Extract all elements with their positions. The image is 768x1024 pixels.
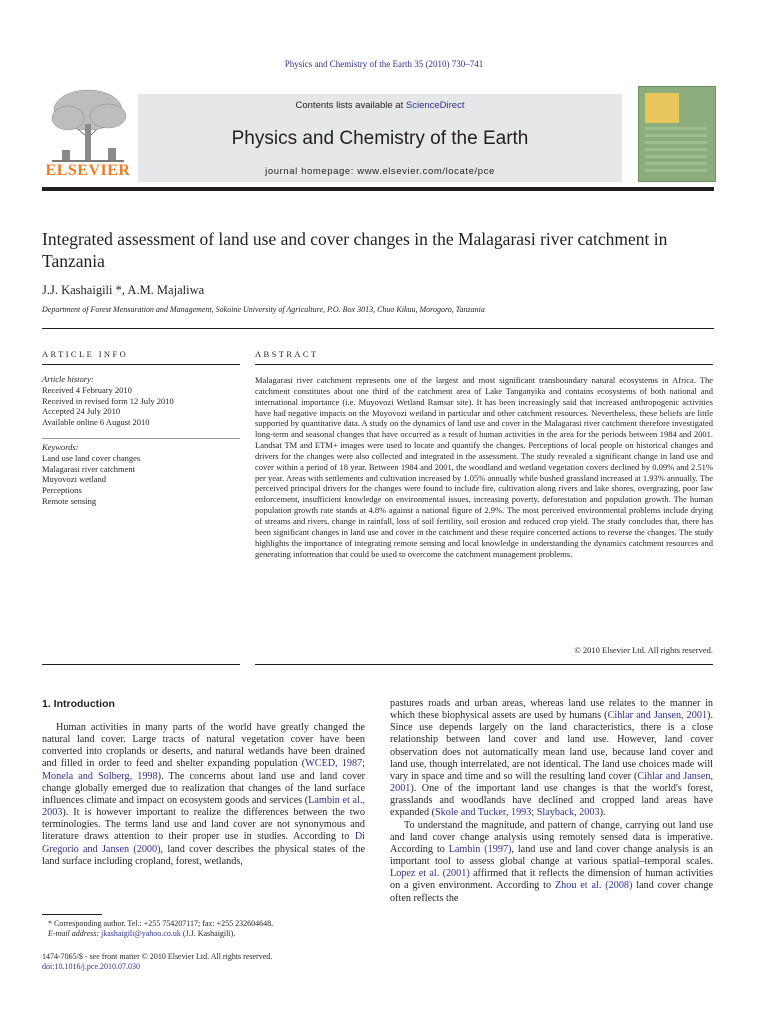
keyword-item: Malagarasi river catchment xyxy=(42,463,135,474)
email-link[interactable]: jkashaigili@yahoo.co.uk xyxy=(101,929,181,938)
keywords-label: Keywords: xyxy=(42,442,79,452)
citation-link[interactable]: WCED, 1987 xyxy=(305,758,363,770)
journal-cover-image[interactable] xyxy=(638,86,716,182)
journal-banner xyxy=(138,94,622,182)
email-line xyxy=(48,929,368,939)
journal-header xyxy=(42,86,714,186)
keyword-item: Land use land cover changes xyxy=(42,452,141,463)
cover-pattern xyxy=(645,127,707,175)
abstract-copyright: © 2010 Elsevier Ltd. All rights reserved. xyxy=(574,645,713,655)
citation-link[interactable]: Zhou et al. (2008) xyxy=(554,880,633,892)
text-run: ). It is however important to realize the differences between the two terminologies. The terms land use and land cover are not synonymous and literature draws attention to their proper use in studies. According to xyxy=(42,807,365,843)
corresponding-footnote xyxy=(48,919,368,939)
section-heading-introduction: 1. Introduction xyxy=(42,698,115,710)
divider-top xyxy=(42,328,714,329)
article-authors: J.J. Kashaigili *, A.M. Majaliwa xyxy=(42,283,205,297)
citation-link[interactable]: Lopez et al. (2001) xyxy=(390,868,470,880)
text-run: ). Since use depends largely on the land characteristics, there is a close relationship between land cover and land use. However, land cover observation does not automatically mean land use, because land cover and land use, though interrelated, are not identical. The land use choices made will vary in space and time and so will the resulting land cover ( xyxy=(390,710,713,782)
author-affiliation: Department of Forest Mensuration and Management, Sokoine University of Agriculture, P.O. Box 3013, Chuo Kikuu, Morogoro, Tanzania xyxy=(42,305,485,314)
abstract-text: Malagarasi river catchment represents one of the largest and most significant transboundary natural ecosystems in Africa. The catchment constitutes about one third of the catchment area of Lake Tanganyika and contains ecosystems of both national and international importance (i.e. Muyovozi Wetland Ramsar site). It has been increasingly said that increased anthropogenic activities have had negative impacts on the Muyovozi wetland in particular and other catchment resources. Nevertheless, these beliefs are little supported by quantitative data. A study on the dynamics of land use and cover in the Malagarasi river catchment therefore investigated long-term and seasonal changes that have occurred as a result of human activities in the area for the periods between 1984 and 2001. Landsat TM and ETM+ images were used to locate and quantify the changes. Perceptions of local people on historical changes and drivers for the changes were also collected and integrated in the assessment. The study revealed a significant change in land use and cover within a period of 18 year. Between 1984 and 2001, the woodland and wetland vegetation covers declined by 0.09% and 2.51% per year. Areas with settlements and cultivation increased by 1.05% annually while bushed grassland increased at 1.93% annually. The perceived principal drivers for the changes were found to include fire, cultivation along rivers and lake shores, overgrazing, poor law enforcement, insufficient knowledge on environmental issues, increasing poverty, deforestation and population growth. The human population growth rate stands at 4.8% against a national figure of 2.9%. The most perceived environmental problems include drying of streams and rivers, change in rainfall, loss of soil fertility, soil erosion and reduced crop yield. The study concludes that, there has been significant changes in land use and cover in the catchment and these require concerted actions to reverse the changes. The study highlights the importance of integrating remote sensing and local knowledge in understanding the dynamics catchment resources and generating information that could be used to overcome the catchment management problems. xyxy=(255,375,713,559)
text-run: affirmed that it reflects the dimension of human activities on a given environment. According to xyxy=(390,868,713,892)
citation-link[interactable]: Cihlar and Jansen, 2001 xyxy=(390,770,713,795)
article-history xyxy=(42,374,240,428)
text-run: To understand the magnitude, and pattern of change, carrying out land use and land cover change analysis using remotely sensed data is imperative. According to xyxy=(390,819,713,855)
citation-link[interactable]: Slayback, 2003 xyxy=(536,807,600,819)
citation-link[interactable]: Lambin et al., 2003 xyxy=(42,794,365,819)
tree-icon xyxy=(42,86,134,164)
cover-title-block xyxy=(645,93,679,123)
history-revised: Received in revised form 12 July 2010 xyxy=(42,395,174,406)
intro-paragraph xyxy=(390,820,713,905)
header-rule xyxy=(42,187,714,191)
footnote-rule xyxy=(42,914,102,915)
contents-prefix: Contents lists available at xyxy=(295,100,406,111)
elsevier-wordmark: ELSEVIER xyxy=(45,162,131,179)
contents-line xyxy=(138,100,622,111)
text-run: , land use and land cover change analysis is an important tool to assess global change at various spatial–temporal scales. xyxy=(390,843,713,868)
text-run: land cover change often reflects the xyxy=(390,880,713,904)
text-run: ). One of the important land use changes is that the world's forest, grasslands and woodlands have declined and cropped land areas have expanded ( xyxy=(390,783,713,819)
article-title: Integrated assessment of land use and cover changes in the Malagarasi river catchment in Tanzania xyxy=(42,229,668,271)
issn-line: 1474-7065/$ - see front matter © 2010 Elsevier Ltd. All rights reserved. xyxy=(42,952,273,961)
issn-block xyxy=(42,952,372,972)
text-run: Human activities in many parts of the world have greatly changed the natural land cover. Large tracts of natural vegetation cover have been converted into croplands or deserts, and natural wetlands have been drained and filled in order to feed and shelter expanding population ( xyxy=(42,722,365,770)
abstract-heading: ABSTRACT xyxy=(255,349,319,359)
citation-link[interactable]: Skole and Tucker, 1993 xyxy=(434,807,532,819)
text-run: ). The concerns about land use and land cover change globally emerged due to realization that changes of the land surface influences climate and impact on ecosystem goods and services ( xyxy=(42,770,365,806)
corresponding-author: * Corresponding author. Tel.: +255 754207117; fax: +255 232604648. xyxy=(48,919,274,928)
text-run: ; xyxy=(531,807,537,819)
journal-title[interactable]: Physics and Chemistry of the Earth xyxy=(231,128,529,149)
intro-paragraph xyxy=(390,698,713,820)
citation-link[interactable]: Di Gregorio and Jansen (2000) xyxy=(42,831,365,855)
email-label: E-mail address: xyxy=(48,929,102,938)
history-accepted: Accepted 24 July 2010 xyxy=(42,406,121,417)
article-info-bottom-rule xyxy=(42,664,240,665)
intro-right-column xyxy=(390,698,713,905)
journal-homepage[interactable]: journal homepage: www.elsevier.com/locate/pce xyxy=(265,166,495,177)
history-received: Received 4 February 2010 xyxy=(42,384,132,395)
keyword-item: Perceptions xyxy=(42,485,82,496)
doi-link[interactable]: doi:10.1016/j.pce.2010.07.030 xyxy=(42,962,140,971)
journal-citation[interactable]: Physics and Chemistry of the Earth 35 (2010) 730–741 xyxy=(284,59,484,69)
text-run: , land cover describes the physical states of the land surface including cropland, forest, wetlands, xyxy=(42,843,366,867)
citation-link[interactable]: Lambin (1997) xyxy=(448,843,512,855)
history-online: Available online 6 August 2010 xyxy=(42,417,150,428)
citation-link[interactable]: Monela and Solberg, 1998 xyxy=(42,770,158,782)
keyword-item: Muyovozi wetland xyxy=(42,474,106,485)
abstract-rule xyxy=(255,364,713,365)
email-suffix: (J.J. Kashaigili). xyxy=(180,929,236,938)
abstract-bottom-rule xyxy=(255,664,713,665)
keywords-rule xyxy=(42,438,240,439)
history-label: Article history: xyxy=(42,374,94,384)
keywords-block xyxy=(42,442,240,507)
article-info-rule xyxy=(42,364,240,365)
citation-link[interactable]: Cihlar and Jansen, 2001 xyxy=(607,710,708,722)
keyword-item: Remote sensing xyxy=(42,495,97,506)
text-run: ; xyxy=(362,758,365,770)
intro-left-column xyxy=(42,722,365,868)
intro-paragraph xyxy=(42,722,365,868)
sciencedirect-link[interactable]: ScienceDirect xyxy=(405,100,465,111)
text-run: ). xyxy=(599,807,606,819)
elsevier-logo[interactable] xyxy=(42,86,134,182)
text-run: pastures roads and urban areas, whereas land use relates to the manner in which these biophysical assets are used by humans ( xyxy=(390,698,713,722)
article-info-heading: ARTICLE INFO xyxy=(42,349,129,359)
